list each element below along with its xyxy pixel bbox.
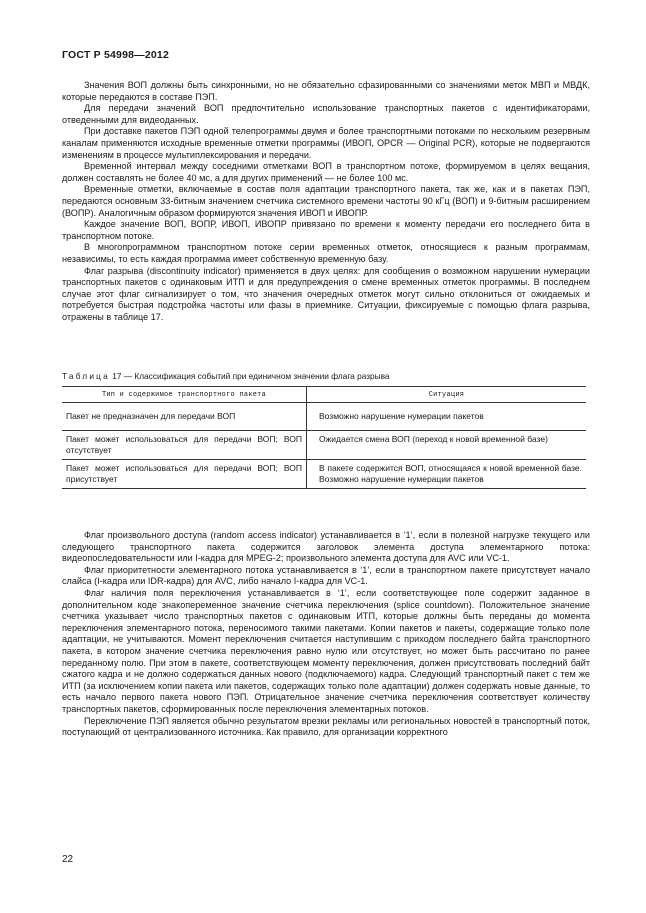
paragraph: Флаг разрыва (discontinuity indicator) применяется в двух целях: для сообщения о возможном нарушении нумерации транспортных пакетов с одинаковым ИТП и для предупреждения о смене временных отметок программы. В последнем случае этот флаг сигнализирует о том, что значения очередных отметок могут сильно отклониться от ожидаемых и потребуется быстрая подстройка частоты или фазы в приемнике. Ситуации, фиксируемые с помощью флага разрыва, отражены в таблице 17.	[62, 265, 590, 322]
paragraph: При доставке пакетов ПЭП одной телепрограммы двумя и более транспортными потоками по нескольким резервным каналам применяются исходные временные отметки программы (ИВОП, OPCR — Original PCR), которые не подвергаются изменениям в процессе мультиплексирования и передачи.	[62, 126, 590, 160]
table-row	[62, 403, 586, 431]
page-number: 22	[62, 854, 74, 865]
body-text-bottom	[62, 530, 590, 739]
paragraph: Для передачи значений ВОП предпочтительно использование транспортных пакетов с идентификаторами, отведенными для видеоданных.	[62, 103, 590, 125]
paragraph: Каждое значение ВОП, ВОПР, ИВОП, ИВОПР привязано по времени к моменту передачи его последнего бита в транспортном потоке.	[62, 219, 590, 241]
table-cell: Ожидается смена ВОП (переход к новой временной базе)	[307, 431, 587, 460]
paragraph: В многопрограммном транспортном потоке серии временных отметок, относящиеся к разным программам, независимы, то есть каждая программа имеет собственную временную базу.	[62, 242, 590, 264]
paragraph: Значения ВОП должны быть синхронными, но не обязательно сфазированными со значениями меток МВП и МВДК, которые передаются в составе ПЭП.	[62, 80, 590, 102]
paragraph: Временные отметки, включаемые в состав поля адаптации транспортного пакета, так же, как и в пакетах ПЭП, передаются основным 33-битным значением счетчика системного времени частоты 90 кГц (ВОП) и 9-битным расширением (ВОПР). Аналогичным образом формируются значения ИВОП и ИВОПР.	[62, 184, 590, 218]
table-cell: Возможно нарушение нумерации пакетов	[307, 403, 587, 431]
table-cell: Пакет может использоваться для передачи ВОП; ВОП присутствует	[62, 460, 307, 489]
table-cell: В пакете содержится ВОП, относящаяся к новой временной базе. Возможно нарушение нумерации пакетов	[307, 460, 587, 489]
table-caption	[62, 371, 590, 381]
table-header-cell: Ситуация	[307, 387, 587, 403]
body-text-top	[62, 80, 590, 323]
table-17	[62, 386, 586, 489]
table-row	[62, 460, 586, 489]
paragraph: Флаг произвольного доступа (random access indicator) устанавливается в ‘1’, если в полезной нагрузке текущего или следующего транспортного пакета содержится заголовок элемента доступа элементарного потока: видеопоследовательности или I-кадра для MPEG-2; произвольного элемента доступа для AVC или VC-1.	[62, 530, 590, 564]
paragraph: Флаг наличия поля переключения устанавливается в ‘1’, если соответствующее поле содержит заданное в дополнительном коде знакопеременное значение счетчика переключения (splice countdown). Положительное значение счетчика указывает число транспортных пакетов с одинаковым ИТП, которые должны быть переданы до момента переключения элементарного потока, переносимого такими пакетами. Копии пакетов и пакеты, содержащие только поле адаптации, не учитываются. Момент переключения считается наступившим с приходом последнего байта транспортного пакета, в котором значение счетчика переключения равно нулю или отсутствует, но может быть рассчитано по ранее переданному полю. При этом в пакете, соответствующем моменту переключения, должен присутствовать последний байт сжатого кадра и не должно содержаться данных нового (подключаемого) кадра. Следующий транспортный пакет с тем же ИТП (за исключением копии пакета или пакетов, содержащих только поле адаптации) должен содержать новые данные, то есть начало первого пакета нового ПЭП. Отрицательное значение счетчика переключения соответствует количеству транспортных пакетов, сформированных после переключения элементарных потоков.	[62, 587, 590, 714]
paragraph: Временной интервал между соседними отметками ВОП в транспортном потоке, формируемом в целях вещания, должен составлять не более 40 мс, а для других применений — не более 100 мс.	[62, 161, 590, 183]
document-header: ГОСТ Р 54998—2012	[62, 49, 170, 61]
paragraph: Флаг приоритетности элементарного потока устанавливается в ‘1’, если в транспортном пакете присутствует начало слайса (I-кадра или IDR-кадра) для AVC, либо начало I-кадра для VC-1.	[62, 564, 590, 587]
paragraph: Переключение ПЭП является обычно результатом врезки рекламы или региональных новостей в транспортный поток, поступающий от централизованного источника. Как правило, для организации корректного	[62, 715, 590, 738]
table-header-cell: Тип и содержимое транспортного пакета	[62, 387, 307, 403]
table-row	[62, 431, 586, 460]
table-caption-text: 17 — Классификация событий при единичном значении флага разрыва	[112, 371, 390, 381]
table-cell: Пакет не предназначен для передачи ВОП	[62, 403, 307, 431]
table-caption-word: Таблица	[62, 371, 110, 381]
table-cell: Пакет может использоваться для передачи ВОП; ВОП отсутствует	[62, 431, 307, 460]
table-header-row	[62, 387, 586, 403]
